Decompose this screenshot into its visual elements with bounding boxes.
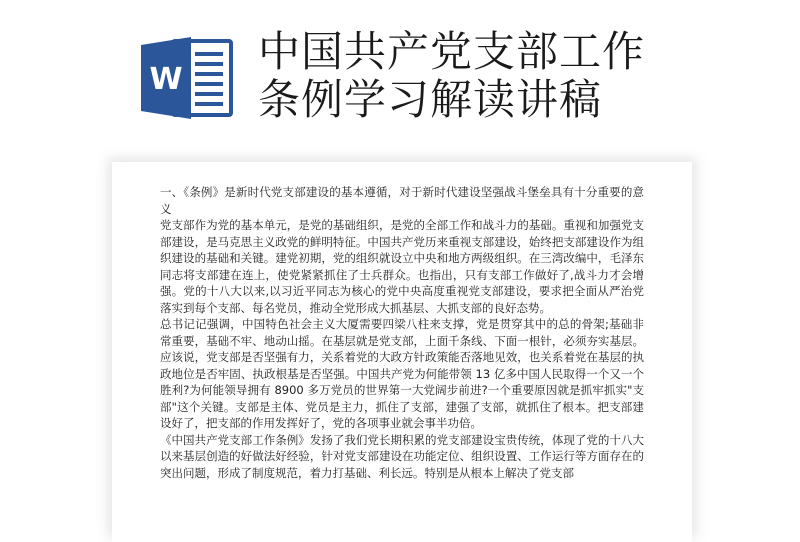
document-paragraph: 党支部作为党的基本单元，是党的基础组织，是党的全部工作和战斗力的基础。重视和加强党支部建设，是马克思主义政党的鲜明特征。中国共产党历来重视支部建设，始终把支部建设作为组织建设的基础和关键。建党初期，党的组织就设立中央和地方两级组织。在三湾改编中，毛泽东同志将支部建在连上，使党紧紧抓住了士兵群众。也指出，只有支部工作做好了,战斗力才会增强。党的十八大以来,以习近平同志为核心的党中央高度重视党支部建设，要求把全面从严治党落实到每个支部、每名党员，推动全党形成大抓基层、大抓支部的良好态势。: [160, 218, 644, 315]
word-icon-text-line: [195, 62, 223, 66]
document-paragraph: 一、《条例》是新时代党支部建设的基本遵循，对于新时代建设坚强战斗堡垒具有十分重要的意义: [160, 185, 644, 216]
word-icon-letter: W: [149, 62, 183, 97]
word-icon-text-line: [195, 102, 223, 106]
page-title: [258, 28, 778, 124]
page-title-line-2: 条例学习解读讲稿: [258, 75, 603, 124]
word-document-icon: [139, 35, 235, 121]
document-paragraph: 《中国共产党支部工作条例》发扬了我们党长期积累的党支部建设宝贵传统，体现了党的十八大以来基层创造的好做法好经验，针对党支部建设在功能定位、组织设置、工作运行等方面存在的突出问题，形成了制度规范，着力打基础、利长远。特别是从根本上解决了党支部: [160, 432, 644, 480]
document-body: [160, 184, 644, 481]
document-paragraph: 总书记记强调，中国特色社会主义大厦需要四梁八柱来支撑，党是贯穿其中的总的骨架;基础非常重要，基础不牢、地动山摇。在基层就是党支部，上面千条线、下面一根针，必须夯实基层。应该说，党支部是否坚强有力，关系着党的大政方针政策能否落地见效，也关系着党在基层的执政地位是否牢固、执政根基是否坚强。中国共产党为何能带领 13 亿多中国人民取得一个又一个胜利?为何能领导拥有 8900 多万党员的世界第一大党阔步前进?一个重要原因就是抓牢抓实"支部"这个关键。支部是主体、党员是主力，抓住了支部，建强了支部，就抓住了根本。把支部建设好了，把支部的作用发挥好了，党的各项事业就会事半功倍。: [160, 317, 644, 430]
header: [0, 0, 800, 150]
word-icon-text-line: [195, 52, 223, 56]
document-page: [112, 162, 692, 542]
word-icon-text-line: [195, 92, 223, 96]
word-icon-text-line: [195, 72, 223, 76]
page-title-line-1: 中国共产党支部工作: [258, 27, 646, 76]
word-icon-text-line: [195, 82, 223, 86]
